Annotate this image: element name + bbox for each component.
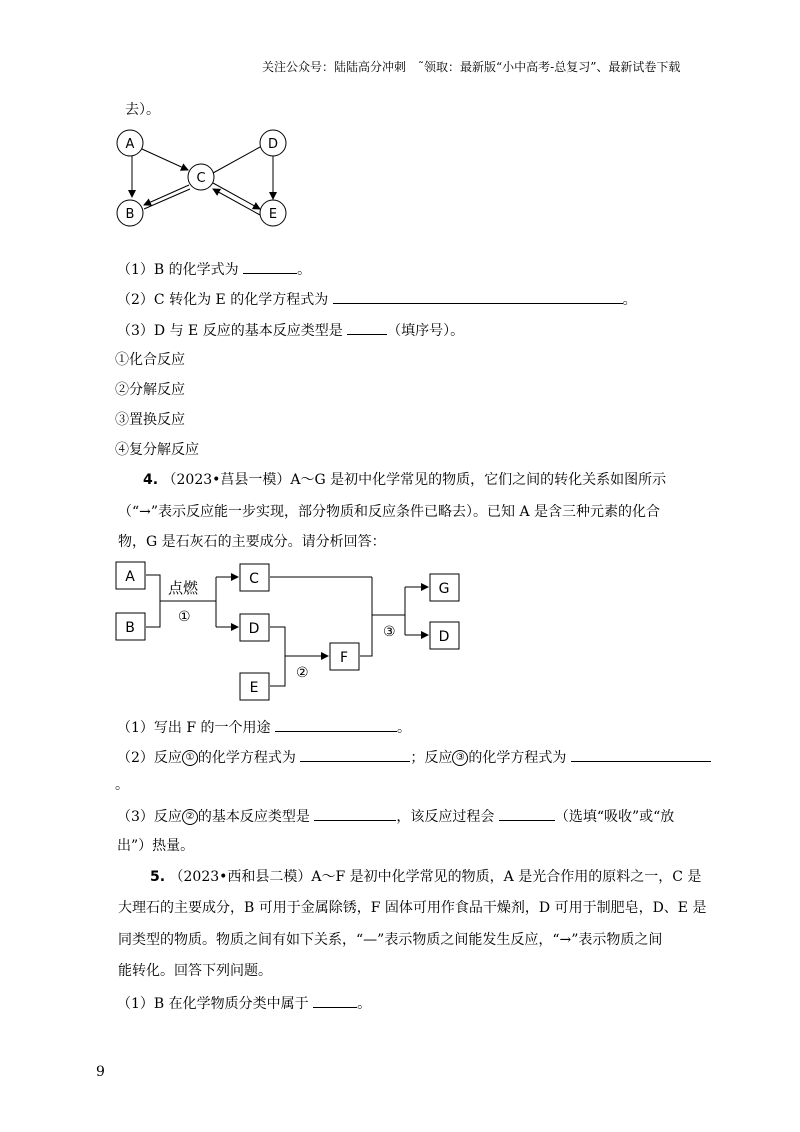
q3-part3-end: （填序号）。 [387, 323, 465, 339]
q5-part1-text: （1）B 在化学物质分类中属于 [117, 996, 309, 1012]
box-c [240, 564, 269, 591]
node-c [188, 164, 214, 190]
node-e-label: E [268, 207, 278, 222]
diagram-q4 [110, 555, 470, 705]
q4-part3-d: （选填“吸收”或“放 [554, 809, 675, 825]
node-c-label: C [196, 171, 206, 186]
answer-blank[interactable] [571, 747, 711, 762]
q3-part1-end: 。 [297, 262, 312, 278]
mark-3: ③ [452, 750, 468, 766]
svg-text:C: C [249, 571, 259, 587]
mark-2: ② [296, 665, 309, 681]
q5-intro-line3: 同类型的物质。物质之间有如下关系，“—”表示物质之间能发生反应，“→”表示物质之间 [118, 932, 663, 948]
mark-1: ① [182, 750, 198, 766]
q4-part1-end: 。 [396, 720, 411, 736]
q4-part3-a: （3）反应 [117, 809, 182, 825]
q4-part3-b: 的基本反应类型是 [197, 809, 310, 825]
answer-blank[interactable] [243, 259, 297, 274]
node-d-label: D [267, 137, 279, 152]
line-de-join [270, 627, 285, 686]
box-a [116, 562, 145, 589]
q4-part2-d: 的化学方程式为 [468, 750, 567, 766]
box-d [240, 614, 269, 641]
svg-text:G: G [438, 581, 450, 597]
q3-part2-text: （2）C 转化为 E 的化学方程式为 [117, 292, 329, 308]
answer-blank[interactable] [499, 806, 555, 821]
q4-part2-end: 。 [115, 777, 129, 793]
line-ab-join [146, 575, 160, 627]
mark-3: ③ [383, 624, 396, 640]
q3-part3-text: （3）D 与 E 反应的基本反应类型是 [117, 323, 343, 339]
q4-part2-b: 的化学方程式为 [197, 750, 296, 766]
continued-text: 去）。 [125, 102, 160, 118]
page-number: 9 [96, 1064, 105, 1080]
node-e [260, 200, 286, 226]
arrow-c-e [213, 183, 260, 209]
q3-part1-text: （1）B 的化学式为 [117, 262, 239, 278]
page-header: 关注公众号：陆陆高分冲刺 ˜领取：最新版“小中高考-总复习”、最新试卷下载 [262, 60, 681, 74]
q5-part1-end: 。 [357, 996, 372, 1012]
svg-text:D: D [438, 629, 450, 645]
q4-part3 [117, 806, 674, 827]
svg-text:A: A [125, 569, 135, 585]
q4-number: 4. [143, 472, 159, 488]
option-1: ①化合反应 [115, 352, 185, 368]
q5-intro-line2: 大理石的主要成分，B 可用于金属除锈，F 固体可用作食品干燥剂，D 可用于制肥皂，D、E 是 [118, 900, 707, 916]
node-b-label: B [125, 207, 135, 222]
q4-part2-a: （2）反应 [117, 750, 182, 766]
answer-blank[interactable] [275, 717, 397, 732]
node-a-label: A [125, 137, 135, 152]
q5-intro-line1 [150, 867, 701, 887]
q3-part2 [117, 289, 637, 310]
arrow-c-b [144, 185, 189, 205]
svg-text:E: E [249, 680, 259, 696]
q5-intro1: （2023•西和县二模）A～F 是初中化学常见的物质，A 是光合作用的原料之一，C 是 [169, 869, 702, 885]
q3-part2-end: 。 [622, 292, 637, 308]
q5-part1 [117, 993, 371, 1014]
q4-part3-cont: 出”）热量。 [117, 838, 195, 854]
option-4: ④复分解反应 [115, 442, 199, 458]
line-f-up [360, 577, 372, 656]
diagram-q3 [110, 125, 300, 235]
line-c-b [144, 189, 190, 209]
q4-part1 [117, 717, 411, 738]
arrow-a-c [142, 149, 188, 170]
box-d2 [430, 622, 459, 649]
box-e [240, 673, 269, 700]
svg-text:F: F [339, 650, 349, 666]
box-g [430, 574, 459, 601]
q4-part2 [117, 747, 711, 768]
q4-intro-line2: （“→”表示反应能一步实现，部分物质和反应条件已略去）。已知 A 是含三种元素的化合 [118, 504, 661, 520]
q4-part1-text: （1）写出 F 的一个用途 [117, 720, 271, 736]
q5-number: 5. [150, 869, 166, 885]
svg-text:D: D [248, 621, 260, 637]
q4-intro1: （2023•莒县一模）A～G 是初中化学常见的物质，它们之间的转化关系如图所示 [162, 472, 667, 488]
option-3: ③置换反应 [115, 412, 185, 428]
q3-part3 [117, 320, 464, 341]
line-c-d [213, 147, 260, 173]
answer-blank[interactable] [347, 320, 387, 335]
q3-part1 [117, 259, 311, 280]
q4-part2-c: ；反应 [410, 750, 453, 766]
answer-blank[interactable] [314, 806, 396, 821]
option-2: ②分解反应 [115, 382, 185, 398]
mark-1: ① [178, 609, 191, 625]
answer-blank[interactable] [333, 289, 623, 304]
mark-2: ② [182, 809, 198, 825]
box-b [116, 613, 145, 640]
q4-part3-c: ，该反应过程会 [396, 809, 495, 825]
node-a [117, 130, 143, 156]
box-f [330, 643, 359, 670]
arrow-e-c [213, 189, 260, 215]
svg-text:B: B [125, 620, 135, 636]
condition-label: 点燃 [168, 579, 199, 597]
q4-intro-line3: 物，G 是石灰石的主要成分。请分析回答： [118, 534, 386, 550]
q5-intro-line4: 能转化。回答下列问题。 [118, 963, 272, 979]
node-d [260, 130, 286, 156]
node-b [117, 200, 143, 226]
answer-blank[interactable] [313, 993, 357, 1008]
q4-intro-line1 [143, 470, 666, 490]
answer-blank[interactable] [300, 747, 410, 762]
